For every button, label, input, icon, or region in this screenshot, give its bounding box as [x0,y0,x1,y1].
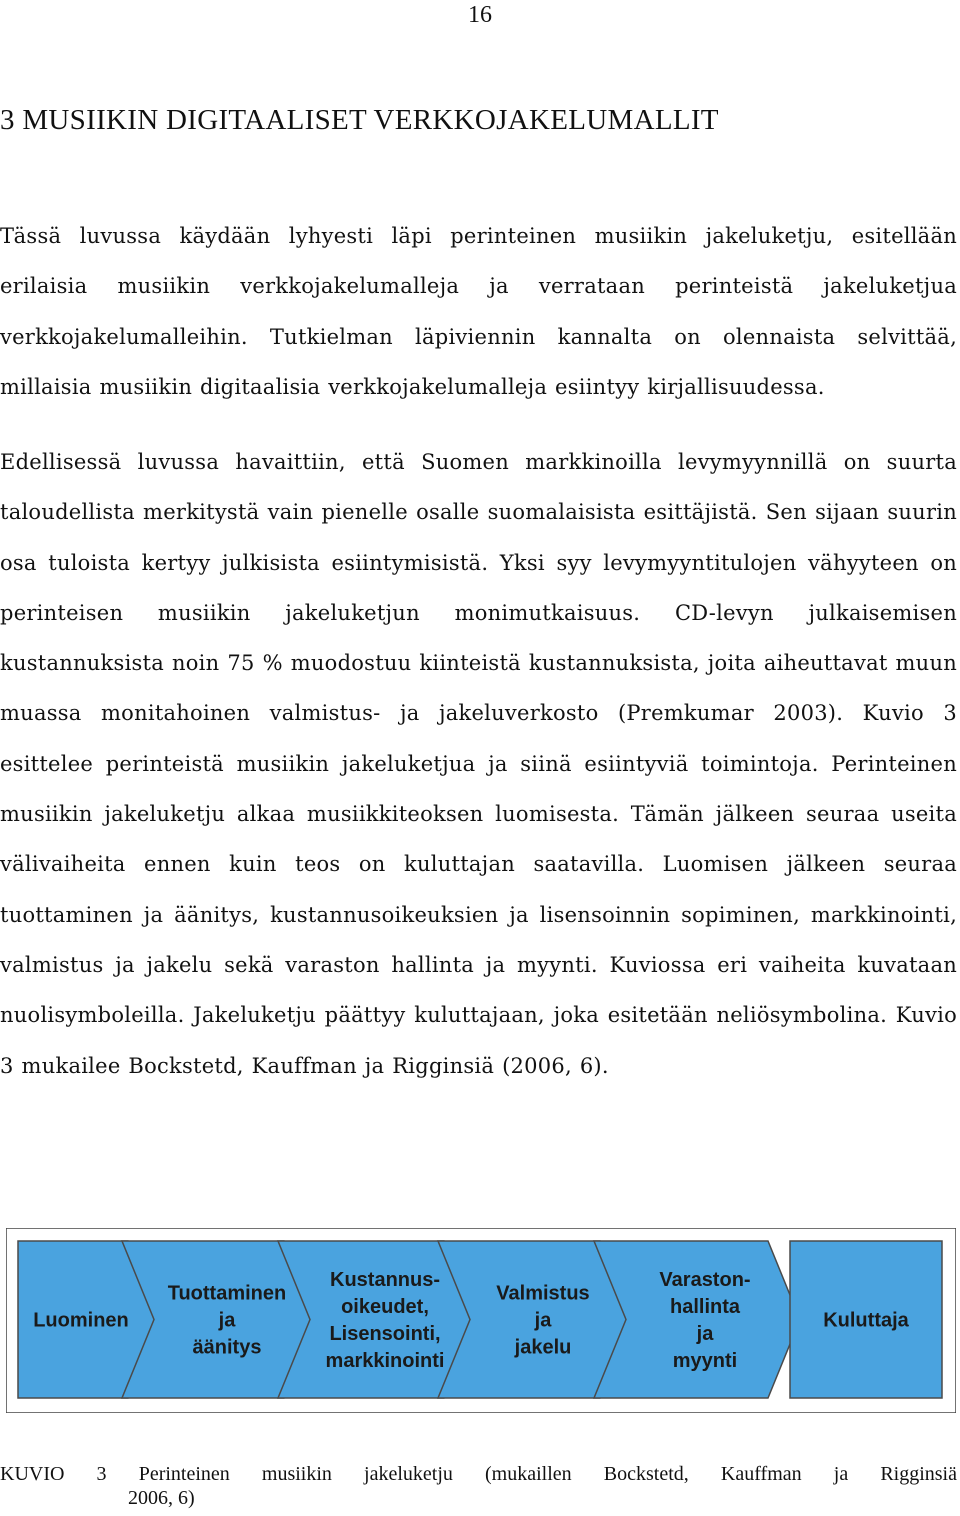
figure-caption [0,1462,957,1510]
distribution-chain-diagram [6,1228,956,1413]
stage-varastonhallinta-label: myynti [672,1350,738,1372]
page-number: 16 [468,2,492,28]
stage-kustannusoikeudet-label: oikeudet, [341,1296,429,1318]
stage-varastonhallinta-label: hallinta [669,1296,741,1318]
stage-kuluttaja-label: Kuluttaja [823,1309,909,1332]
figure-caption-line-2: 2006, 6) [128,1487,195,1509]
paragraph-intro: Tässä luvussa käydään lyhyesti läpi perinteinen musiikin jakeluketju, esitellään erilaisia musiikin verkkojakelumalleja ja verrataan perinteistä jakeluketjua verkkojakelumalleihin. Tutkielman läpiviennin kannalta on olennaista selvittää, millaisia musiikin digitaalisia verkkojakelumalleja esiintyy kirjallisuudessa. [0,224,957,399]
figure-caption-line-1: KUVIO 3 Perinteinen musiikin jakeluketju (mukaillen Bockstetd, Kauffman ja Rigginsiä [0,1463,957,1485]
stage-kustannusoikeudet-label: Lisensointi, [329,1323,441,1345]
chapter-title: 3 MUSIIKIN DIGITAALISET VERKKOJAKELUMALLIT [0,104,719,136]
stage-luominen-label: Luominen [33,1309,129,1332]
stage-tuottaminen-label: ja [218,1309,236,1332]
stage-tuottaminen-label: äänitys [192,1336,262,1359]
stage-kustannusoikeudet-label: Kustannus- [330,1269,440,1291]
stage-valmistus-label: Valmistus [496,1282,590,1305]
stage-valmistus-label: ja [534,1309,552,1332]
stage-varastonhallinta-label: Varaston- [659,1269,751,1291]
stage-valmistus-label: jakelu [514,1336,572,1359]
stage-kustannusoikeudet-label: markkinointi [325,1350,445,1372]
paragraph-distribution-chain: Edellisessä luvussa havaittiin, että Suomen markkinoilla levymyynnillä on suurta taloudellista merkitystä vain pienelle osalle suomalaisista esittäjistä. Sen sijaan suurin osa tuloista kertyy julkisista esiintymisistä. Yksi syy levymyyntitulojen vähyyteen on perinteisen musiikin jakeluketjun monimutkaisuus. CD-levyn julkaisemisen kustannuksista noin 75 % muodostuu kiinteistä kustannuksista, joita aiheuttavat muun muassa monitahoinen valmistus- ja jakeluverkosto (Premkumar 2003). Kuvio 3 esittelee perinteistä musiikin jakeluketjua ja siinä esiintyviä toimintoja. Perinteinen musiikin jakeluketju alkaa musiikkiteoksen luomisesta. Tämän jälkeen seuraa useita välivaiheita ennen kuin teos on kuluttajan saatavilla. Luomisen jälkeen seuraa tuottaminen ja äänitys, kustannusoikeuksien ja lisensoinnin sopiminen, markkinointi, valmistus ja jakelu sekä varaston hallinta ja myynti. Kuviossa eri vaiheita kuvataan nuolisymboleilla. Jakeluketju päättyy kuluttajaan, joka esitetään neliösymbolina. Kuvio 3 mukailee Bockstetd, Kauffman ja Rigginsiä (2006, 6). [0,450,957,1078]
stage-varastonhallinta-label: ja [696,1323,714,1345]
stage-tuottaminen-label: Tuottaminen [167,1282,287,1305]
